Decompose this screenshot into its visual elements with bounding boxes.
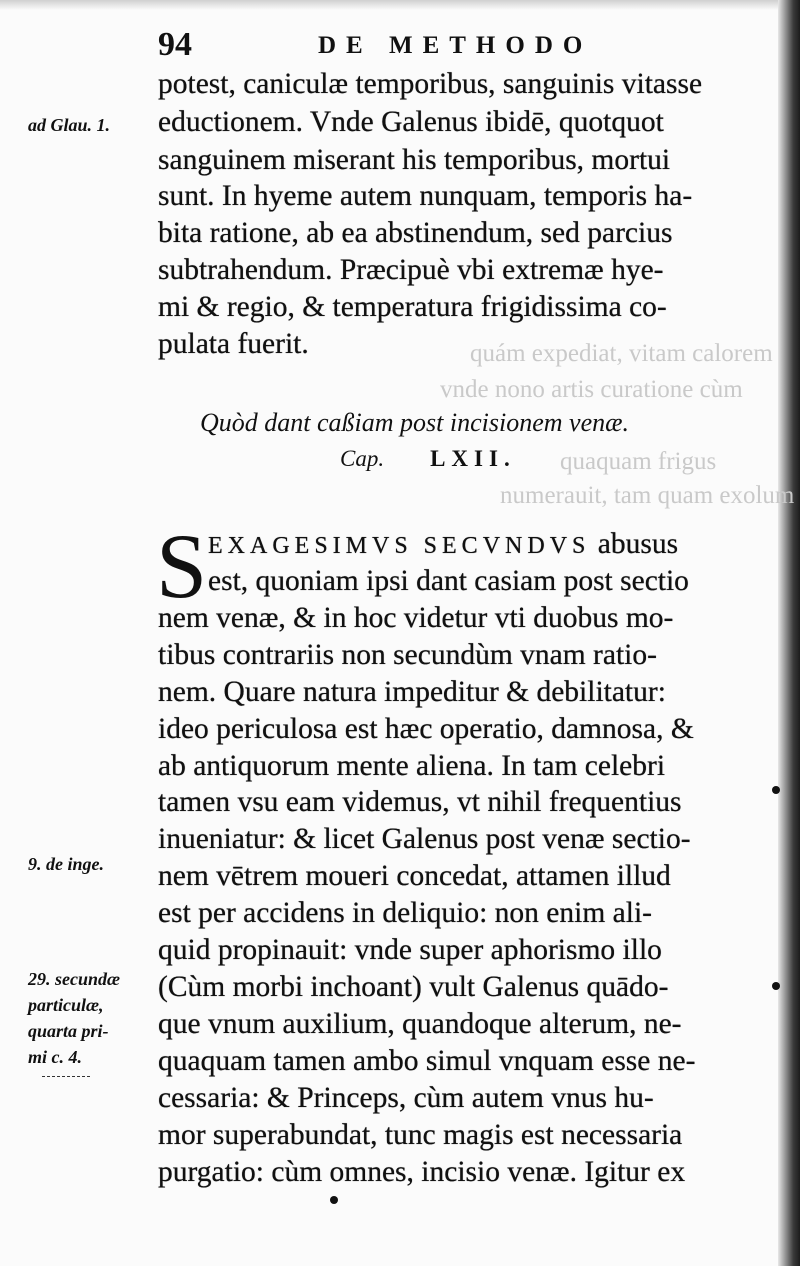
text-line	[208, 530, 678, 560]
text-line: est per accidens in deliquio: non enim ali-	[158, 897, 652, 929]
margin-note: quarta pri-	[28, 1021, 109, 1041]
text-line: ideo periculosa est hæc operatio, damnosa, &	[158, 713, 694, 745]
text-line: potest, caniculæ temporibus, sanguinis vitasse	[158, 68, 703, 100]
text-line: est, quoniam ipsi dant casiam post sectio	[208, 565, 689, 597]
running-title: DE METHODO	[318, 32, 593, 59]
text-line: mi & regio, & temperatura frigidissima co-	[158, 291, 667, 323]
bleed-through-text: numerauit, tam quam exolum	[500, 482, 795, 509]
spaced-opening-words: EXAGESIMVS SECVNDVS	[208, 533, 591, 559]
page-binding-shadow	[778, 0, 800, 1266]
text-line: inueniatur: & licet Galenus post venæ sectio-	[158, 823, 691, 855]
opening-line-rest: abusus	[590, 528, 679, 560]
text-line: bita ratione, ab ea abstinendum, sed parcius	[158, 217, 673, 249]
text-line: pulata fuerit.	[158, 328, 309, 360]
page-top-shadow	[0, 0, 800, 10]
text-line: eductionem. Vnde Galenus ibidē, quotquot	[158, 106, 664, 138]
text-line: nem venæ, & in hoc videtur vti duobus mo-	[158, 602, 674, 634]
text-line: ab antiquorum mente aliena. In tam celebri	[158, 750, 666, 782]
page-number: 94	[158, 26, 192, 63]
text-line: cessaria: & Princeps, cùm autem vnus hu-	[158, 1082, 654, 1114]
drop-cap: S	[156, 515, 208, 617]
text-line: sunt. In hyeme autem nunquam, temporis ha-	[158, 180, 693, 212]
text-line: mor superabundat, tunc magis est necessaria	[158, 1119, 683, 1151]
page-header	[158, 26, 758, 70]
ink-spot	[330, 1196, 338, 1204]
text-line: subtrahendum. Præcipuè vbi extremæ hye-	[158, 254, 664, 286]
chapter-number: LXII.	[430, 446, 516, 471]
chapter-heading: Quòd dant caßiam post incisionem venæ.	[200, 408, 629, 437]
text-line: quaquam tamen ambo simul vnquam esse ne-	[158, 1045, 696, 1077]
text-line: nem vētrem moueri concedat, attamen illud	[158, 860, 671, 892]
text-line: tamen vsu eam videmus, vt nihil frequentius	[158, 786, 682, 818]
chapter-number-line	[340, 446, 516, 472]
margin-note: 9. de inge.	[28, 854, 104, 874]
margin-note: 29. secundæ	[28, 969, 121, 989]
margin-note: particulæ,	[28, 995, 104, 1015]
text-line: sanguinem miserant his temporibus, mortui	[158, 144, 671, 176]
bleed-through-text: quám expediat, vitam calorem	[470, 340, 773, 367]
text-line: purgatio: cùm omnes, incisio venæ. Igitur ex	[158, 1156, 686, 1188]
bleed-through-text: quaquam frigus	[560, 448, 717, 475]
text-line: quid propinauit: vnde super aphorismo illo	[158, 934, 662, 966]
margin-note: mi c. 4.	[28, 1047, 82, 1067]
chapter-cap-label: Cap.	[340, 446, 385, 471]
ink-spot	[772, 786, 780, 794]
text-line: (Cùm morbi inchoant) vult Galenus quādo-	[158, 971, 669, 1003]
ink-spot	[772, 982, 780, 990]
text-line: que vnum auxilium, quandoque alterum, ne-	[158, 1008, 682, 1040]
margin-rule	[42, 1076, 90, 1077]
margin-note: ad Glau. 1.	[28, 115, 111, 135]
text-line: tibus contrariis non secundùm vnam ratio-	[158, 639, 657, 671]
text-line: nem. Quare natura impeditur & debilitatur:	[158, 676, 666, 708]
bleed-through-text: vnde nono artis curatione cùm	[440, 376, 743, 403]
